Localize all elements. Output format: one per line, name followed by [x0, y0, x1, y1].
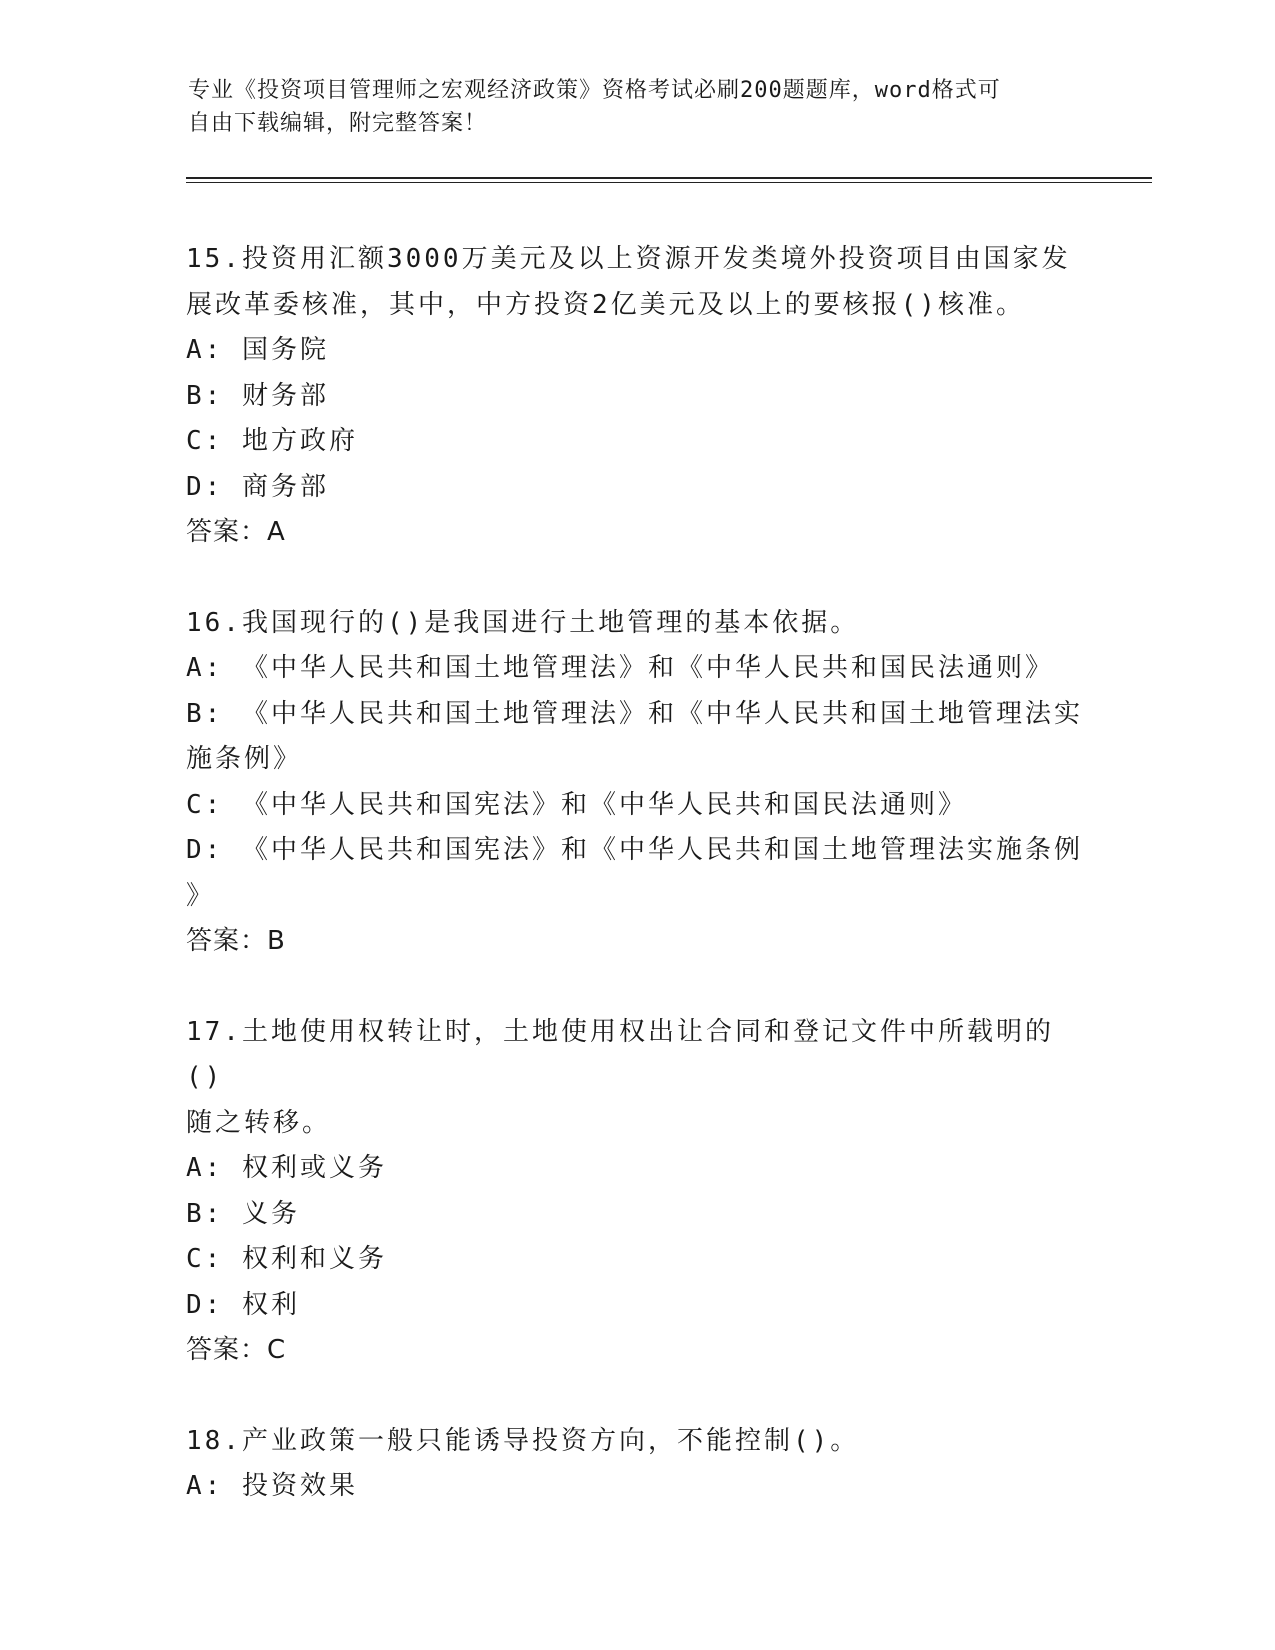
header-divider-thick [186, 177, 1152, 179]
option-b: B: 《中华人民共和国土地管理法》和《中华人民共和国土地管理法实 [186, 698, 1083, 729]
option-a: A: 权利或义务 [186, 1153, 387, 1183]
question-15 [186, 237, 1086, 556]
option-b-continued: 施条例》 [186, 744, 303, 774]
option-c: C: 《中华人民共和国宪法》和《中华人民共和国民法通则》 [186, 789, 967, 820]
question-stem: 18.产业政策一般只能诱导投资方向，不能控制()。 [186, 1425, 860, 1456]
option-b: B: 财务部 [186, 380, 329, 411]
option-c: C: 权利和义务 [186, 1244, 387, 1274]
option-a: A: 《中华人民共和国土地管理法》和《中华人民共和国民法通则》 [186, 653, 1054, 683]
question-16 [186, 601, 1086, 965]
question-list [186, 237, 1086, 1555]
option-d: D: 权利 [186, 1289, 300, 1320]
answer-line: 答案：A [186, 517, 286, 547]
question-17 [186, 1010, 1086, 1374]
option-d: D: 商务部 [186, 471, 329, 502]
question-stem: 15.投资用汇额3000万美元及以上资源开发类境外投资项目由国家发 [186, 244, 1071, 274]
header-line-1: 专业《投资项目管理师之宏观经济政策》资格考试必刷200题题库，word格式可 [188, 78, 1001, 103]
document-header [188, 74, 1068, 140]
option-a: A: 国务院 [186, 335, 329, 365]
question-stem: 随之转移。 [186, 1107, 332, 1138]
option-a: A: 投资效果 [186, 1471, 358, 1501]
header-line-2: 自由下载编辑，附完整答案！ [188, 111, 488, 136]
question-stem: 16.我国现行的()是我国进行土地管理的基本依据。 [186, 607, 860, 638]
question-stem: 17.土地使用权转让时，土地使用权出让合同和登记文件中所载明的() [186, 1016, 1054, 1092]
question-stem: 展改革委核准，其中，中方投资2亿美元及以上的要核报()核准。 [186, 289, 1025, 320]
option-c: C: 地方政府 [186, 426, 358, 456]
answer-line: 答案：C [186, 1335, 287, 1365]
option-d: D: 《中华人民共和国宪法》和《中华人民共和国土地管理法实施条例 [186, 835, 1083, 865]
header-divider-thin [186, 182, 1152, 183]
option-d-continued: 》 [186, 880, 216, 911]
question-18 [186, 1419, 1086, 1510]
option-b: B: 义务 [186, 1198, 300, 1229]
answer-line: 答案：B [186, 926, 286, 956]
